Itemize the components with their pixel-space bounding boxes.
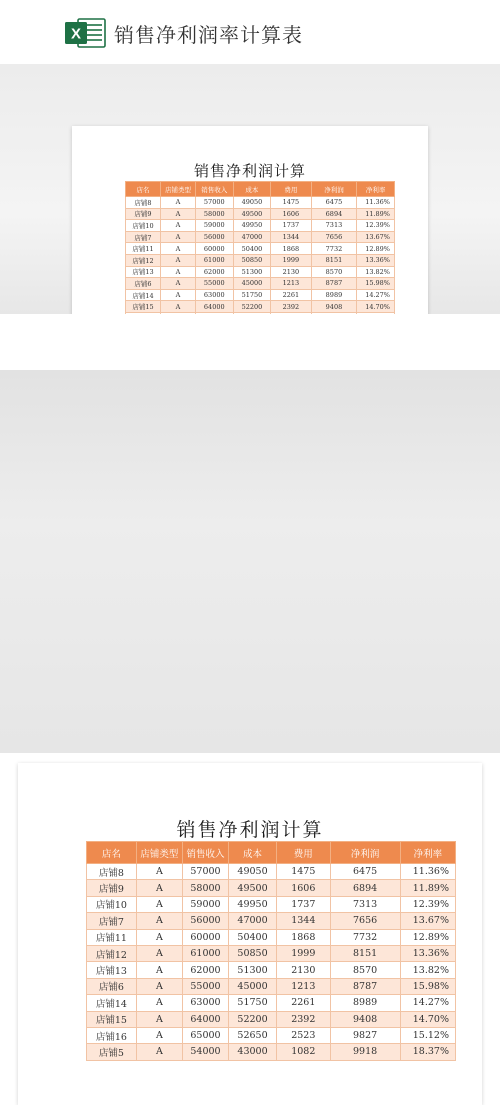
table-row [126,301,395,313]
table-cell: A [136,1044,182,1060]
table-cell: 49500 [233,208,271,220]
column-header: 店铺类型 [160,182,195,197]
column-header: 店名 [87,842,137,864]
table-row [126,243,395,255]
table-cell: 1737 [277,896,331,912]
page-title: 销售净利润率计算表 [114,23,303,47]
column-header: 成本 [233,182,271,197]
column-header: 成本 [229,842,277,864]
table-cell: 59000 [195,220,233,232]
table-cell: 7313 [330,896,400,912]
table-cell: 店铺16 [87,1027,137,1043]
table-cell: 64000 [195,301,233,313]
column-header: 净利润 [311,182,357,197]
table-cell: 14.27% [357,289,395,301]
table-cell: 7313 [311,220,357,232]
table-cell: 14.70% [400,1011,455,1027]
table-row [126,266,395,278]
table-cell: 8989 [311,289,357,301]
column-header: 销售收入 [182,842,228,864]
column-header: 店名 [126,182,161,197]
table-cell: 63000 [195,289,233,301]
table-row [126,208,395,220]
table-cell: 6475 [311,197,357,209]
table-cell: 店铺15 [87,1011,137,1027]
table-cell: 8989 [330,995,400,1011]
table-cell: 7656 [311,231,357,243]
table-cell: 13.67% [357,231,395,243]
table-cell: 9918 [330,1044,400,1060]
table-cell: 56000 [195,231,233,243]
page-header [0,0,500,64]
column-header: 净利率 [357,182,395,197]
table-cell: 52200 [233,301,271,313]
table-cell: 1213 [271,278,311,290]
table-cell: A [160,289,195,301]
table-cell: 1606 [271,208,311,220]
table-cell: 11.36% [400,864,455,880]
table-cell: 店铺12 [126,254,161,266]
table-cell: 49950 [229,896,277,912]
table-cell: 1606 [277,880,331,896]
table-cell: 61000 [195,254,233,266]
spacer [0,314,500,370]
table-cell: 57000 [182,864,228,880]
table-cell: A [160,231,195,243]
table-cell: 13.67% [400,913,455,929]
table-cell: 8787 [330,978,400,994]
preview-band-top [0,64,500,314]
table-cell: 1999 [277,945,331,961]
table-cell: 47000 [229,913,277,929]
table-cell: 8151 [330,945,400,961]
table-cell: 1213 [277,978,331,994]
table-cell: 店铺6 [87,978,137,994]
table-cell: 店铺14 [87,995,137,1011]
table-cell: 62000 [182,962,228,978]
table-cell: 57000 [195,197,233,209]
table-cell: 45000 [233,278,271,290]
table-cell: 店铺12 [87,945,137,961]
table-cell: 43000 [229,1044,277,1060]
table-cell: A [136,880,182,896]
table-cell: 11.36% [357,197,395,209]
table-row [87,896,456,912]
table-row [87,1044,456,1060]
table-cell: 2261 [277,995,331,1011]
table-cell: A [136,995,182,1011]
table-row [87,945,456,961]
table-cell: 8570 [330,962,400,978]
table-cell: 店铺10 [126,220,161,232]
table-cell: 11.89% [357,208,395,220]
table-cell: A [160,278,195,290]
column-header: 净利润 [330,842,400,864]
table-cell: 51300 [229,962,277,978]
table-cell: 1344 [277,913,331,929]
table-body [87,864,456,1061]
sheet-title: 销售净利润计算 [176,819,324,841]
table-cell: A [136,1011,182,1027]
table-cell: 9408 [311,301,357,313]
table-cell: A [136,896,182,912]
table-cell: 51300 [233,266,271,278]
table-cell: 6475 [330,864,400,880]
table-header-row [126,182,395,197]
table-cell: 6894 [311,208,357,220]
table-cell: A [136,962,182,978]
table-row [126,220,395,232]
table-cell: 13.36% [400,945,455,961]
table-cell: 店铺9 [126,208,161,220]
column-header: 费用 [271,182,311,197]
table-cell: 1868 [277,929,331,945]
table-cell: 15.98% [400,978,455,994]
column-header: 费用 [277,842,331,864]
table-cell: 店铺7 [126,231,161,243]
table-cell: 店铺8 [126,197,161,209]
table-cell: 55000 [195,278,233,290]
table-cell: 63000 [182,995,228,1011]
table-cell: 2130 [271,266,311,278]
table-cell: 45000 [229,978,277,994]
table-cell: 49950 [233,220,271,232]
table-cell: 12.39% [357,220,395,232]
table-cell: A [136,913,182,929]
table-cell: 15.12% [400,1027,455,1043]
table-cell: 2392 [277,1011,331,1027]
table-cell: 13.36% [357,254,395,266]
table-cell: 11.89% [400,880,455,896]
sheet-title: 销售净利润计算 [193,162,306,180]
table-cell: 店铺11 [126,243,161,255]
table-cell: 8787 [311,278,357,290]
table-cell: 50850 [233,254,271,266]
table-cell: 64000 [182,1011,228,1027]
table-cell: 2261 [271,289,311,301]
table-header-row [87,842,456,864]
table-cell: 2130 [277,962,331,978]
table-row [87,1011,456,1027]
table-cell: 7656 [330,913,400,929]
table-cell: 47000 [233,231,271,243]
table-row [126,289,395,301]
table-row [87,962,456,978]
table-cell: 9827 [330,1027,400,1043]
table-cell: 7732 [311,243,357,255]
table-row [87,995,456,1011]
table-cell: A [136,1027,182,1043]
table-cell: 62000 [195,266,233,278]
table-cell: 2523 [277,1027,331,1043]
table-cell: 51750 [229,995,277,1011]
table-cell: A [160,266,195,278]
data-table [125,181,395,336]
table-row [87,864,456,880]
table-cell: 1999 [271,254,311,266]
preview-band-bottom [0,370,500,1059]
table-row [126,231,395,243]
table-cell: 店铺13 [126,266,161,278]
table-cell: 60000 [195,243,233,255]
data-table [86,841,456,1061]
excel-icon [64,17,106,49]
table-cell: 49500 [229,880,277,896]
table-row [126,278,395,290]
table-cell: 49050 [229,864,277,880]
table-cell: 1737 [271,220,311,232]
table-cell: A [160,243,195,255]
table-cell: 1868 [271,243,311,255]
table-cell: 13.82% [357,266,395,278]
table-cell: 12.89% [400,929,455,945]
table-cell: 18.37% [400,1044,455,1060]
table-cell: A [136,929,182,945]
table-cell: A [160,208,195,220]
table-cell: 51750 [233,289,271,301]
table-row [126,197,395,209]
table-cell: 店铺13 [87,962,137,978]
table-cell: A [160,301,195,313]
table-cell: 13.82% [400,962,455,978]
table-cell: 59000 [182,896,228,912]
table-cell: 8570 [311,266,357,278]
table-cell: 56000 [182,913,228,929]
table-cell: 61000 [182,945,228,961]
excel-icon-letter: X [70,25,82,43]
sheet-preview-large [18,763,482,1105]
table-cell: 60000 [182,929,228,945]
table-cell: 50400 [233,243,271,255]
table-cell: 店铺15 [126,301,161,313]
table-cell: A [160,254,195,266]
table-cell: A [160,220,195,232]
table-row [126,254,395,266]
table-cell: 店铺10 [87,896,137,912]
table-cell: A [136,864,182,880]
column-header: 店铺类型 [136,842,182,864]
table-row [87,1027,456,1043]
table-cell: 50850 [229,945,277,961]
table-row [87,929,456,945]
table-cell: A [160,197,195,209]
table-cell: 店铺8 [87,864,137,880]
table-cell: 1082 [277,1044,331,1060]
table-row [87,978,456,994]
column-header: 净利率 [400,842,455,864]
table-cell: 58000 [182,880,228,896]
table-cell: 14.27% [400,995,455,1011]
table-cell: 58000 [195,208,233,220]
table-cell: 52650 [229,1027,277,1043]
table-cell: 49050 [233,197,271,209]
table-cell: 54000 [182,1044,228,1060]
table-cell: 6894 [330,880,400,896]
table-cell: 店铺6 [126,278,161,290]
table-cell: 52200 [229,1011,277,1027]
table-cell: 12.39% [400,896,455,912]
table-cell: 9408 [330,1011,400,1027]
table-cell: 2392 [271,301,311,313]
table-row [87,913,456,929]
table-cell: 店铺9 [87,880,137,896]
table-cell: A [136,978,182,994]
table-cell: 1475 [271,197,311,209]
column-header: 销售收入 [195,182,233,197]
table-cell: 50400 [229,929,277,945]
table-cell: 店铺11 [87,929,137,945]
table-cell: 14.70% [357,301,395,313]
table-cell: 12.89% [357,243,395,255]
table-cell: 店铺5 [87,1044,137,1060]
table-cell: 店铺7 [87,913,137,929]
table-cell: 8151 [311,254,357,266]
table-row [87,880,456,896]
table-cell: 1344 [271,231,311,243]
table-cell: 55000 [182,978,228,994]
table-cell: 15.98% [357,278,395,290]
table-cell: 店铺14 [126,289,161,301]
table-cell: 7732 [330,929,400,945]
table-cell: 65000 [182,1027,228,1043]
table-cell: A [136,945,182,961]
table-cell: 1475 [277,864,331,880]
